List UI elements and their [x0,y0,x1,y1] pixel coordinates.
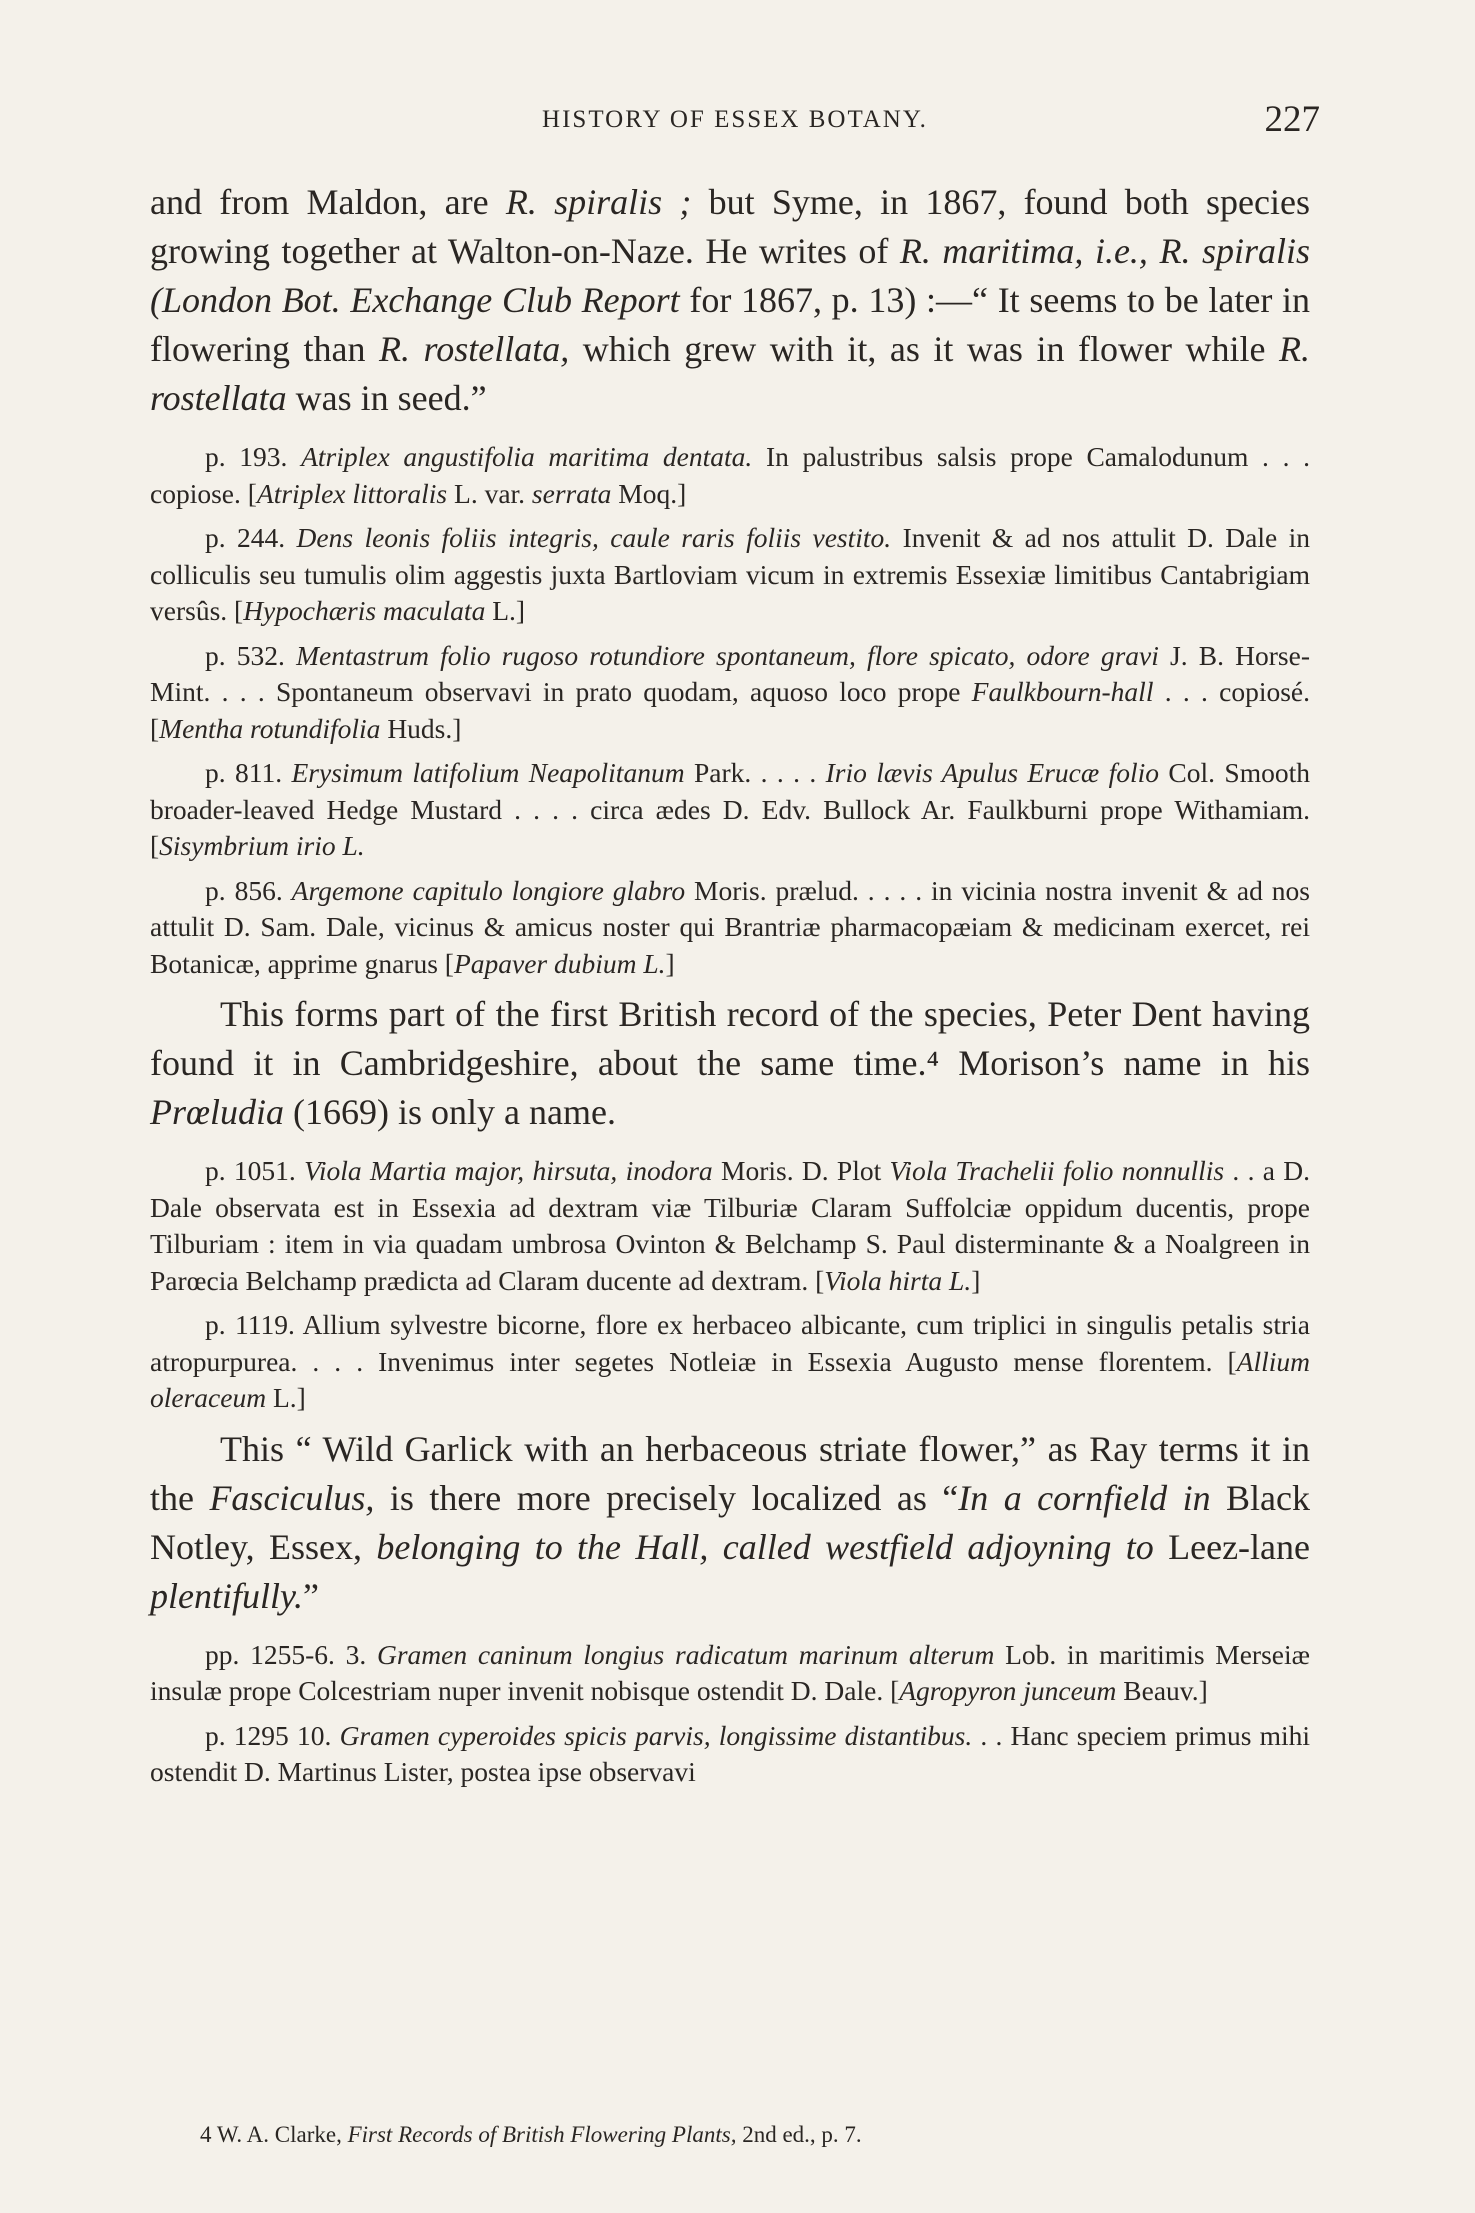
text-run: 2nd ed., p. 7. [736,2122,862,2147]
italic-run: Viola Trachelii folio nonnullis [889,1155,1225,1186]
italic-run: Sisymbrium irio L. [159,830,365,861]
text-run: Moris. D. Plot [712,1155,890,1186]
italic-run: Viola Martia major, hirsuta, inodora [304,1155,713,1186]
text-run: ” [302,1575,319,1616]
italic-run: R. rostellata [150,329,1310,418]
text-run: for 1867, p. 13) :—“ It seems to be later in flowering than [150,280,1310,369]
italic-run: Dens leonis foliis integris, caule raris foliis vestito. [296,522,892,553]
italic-run: Atriplex angustifolia maritima dentata. [301,441,753,472]
text-run: Leez-lane [1153,1526,1310,1567]
text-run: Park. . . . . [684,757,826,788]
text-run: L.] [485,595,526,626]
italic-run: Prœludia [150,1092,285,1132]
italic-run: Allium oleraceum [150,1345,1310,1413]
text-run: which grew with it, as it was in flower while [569,329,1279,369]
text-run: and from Maldon, are [150,182,506,222]
text-run: p. 244. [205,522,297,553]
italic-run: serrata [531,477,612,509]
citation-paragraph [150,1153,1310,1299]
citation-paragraph [150,638,1310,748]
text-run: J. B. Horse-Mint. . . . Spontaneum observavi in prato quodam, aquoso loco prope [150,639,1310,707]
italic-run: Erysimum latifolium Neapolitanum [291,757,685,788]
text-run: Beauv.] [1116,1675,1208,1706]
text-run: ] [665,947,675,979]
italic-run: R. spiralis ; [505,182,692,222]
text-run: This “ Wild Garlick with an herbaceous striate flower,” as Ray terms it in the [150,1428,1310,1518]
italic-run: Argemone capitulo longiore glabro [291,874,686,906]
text-run: p. 532. [205,639,297,671]
text-run: In palustribus salsis prope Camalodunum . . . copiose. [ [150,441,1310,509]
footnote [200,2122,1300,2148]
italic-run: Papaver dubium L. [453,947,666,979]
text-run: is there more precisely localized as “ [374,1477,959,1518]
italic-run: Atriplex littoralis [256,477,448,509]
text-run: p. 1119. Allium sylvestre bicorne, flore ex herbaceo albicante, cum triplici in singulis petalis stria atropurpurea. . . . Invenimus inter segetes Notleiæ in Essexia Augusto mense florentem. [ [150,1309,1310,1377]
italic-run: Viola hirta L. [824,1264,972,1296]
italic-run: Hypochæris maculata [243,595,486,626]
citation-paragraph [150,439,1310,512]
text-run: . . Hanc speciem primus mihi ostendit D. Martinus Lister, postea ipse observavi [150,1719,1311,1787]
text-run: p. 193. [205,441,302,472]
text-run: . . . copiosé. [ [150,676,1310,744]
text-run: L. var. [447,477,532,509]
text-run: p. 856. [205,874,292,906]
italic-run: In a cornfield in [958,1477,1211,1518]
text-run: Moris. prælud. . . . . in vicinia nostra invenit & ad nos attulit D. Sam. Dale, vicinus & amicus noster qui Brantriæ pharmacopæiam & medicinam exercet, rei Botanicæ, apprime gnarus [ [150,874,1311,979]
text-run: Huds.] [380,712,462,744]
citation-paragraph [150,1307,1310,1417]
text-run: L.] [266,1382,306,1413]
text-run: Col. Smooth broader-leaved Hedge Mustard . . . . circa ædes D. Edv. Bullock Ar. Faulkburni prope Withamiam. [ [150,757,1310,861]
text-run: Invenit & ad nos attulit D. Dale in colliculis seu tumulis olim aggestis juxta Bartloviam vicum in extremis Essexiæ limitibus Cantabrigiam versûs. [ [150,522,1311,626]
italic-run: Irio lævis Apulus Erucæ folio [825,757,1160,788]
text-run: (1669) is only a name. [284,1092,616,1132]
text-run: p. 811. [205,757,292,788]
italic-run: Gramen cyperoides spicis parvis, longissime distantibus. [339,1719,973,1751]
commentary-paragraph [150,1425,1310,1621]
running-title: HISTORY OF ESSEX BOTANY. [542,106,928,133]
italic-run: Mentastrum folio rugoso rotundiore spontaneum, flore spicato, odore gravi [296,639,1159,671]
italic-run: Gramen caninum longius radicatum marinum alterum [376,1638,995,1670]
italic-run: First Records of British Flowering Plants, [347,2122,737,2147]
citation-paragraph [150,1718,1310,1791]
italic-run: belonging to the Hall, called westfield adjoyning to [376,1526,1154,1567]
text-run: but Syme, in 1867, found both species growing together at Walton-on-Naze. He writes of [150,182,1310,271]
italic-run: R. maritima, i.e., R. spiralis (London Bot. Exchange Club Report [150,231,1311,320]
text-run: p. 1051. [205,1155,305,1186]
italic-run: plentifully. [150,1575,303,1616]
text-run: 4 W. A. Clarke, [200,2122,348,2147]
body-text [150,178,1310,1799]
italic-run: Agropyron junceum [899,1675,1117,1706]
commentary-paragraph [150,990,1310,1137]
italic-run: Mentha rotundifolia [159,712,381,744]
text-run: pp. 1255-6. 3. [205,1638,377,1670]
text-run: ] [971,1264,981,1296]
text-run: . . a D. Dale observata est in Essexia ad dextram viæ Tilburiæ Claram Suffolciæ oppidum ducentis, prope Tilburiam : item in via quadam umbrosa Ovinton & Belchamp S. Paul disterminante & a Noalgreen in Parœcia Belchamp prædicta ad Claram ducente ad dextram. [ [150,1155,1311,1296]
citation-paragraph [150,1637,1310,1710]
citation-paragraph [150,520,1310,630]
page-header [150,98,1320,148]
text-run: Moq.] [611,477,687,509]
citation-paragraph [150,873,1310,983]
italic-run: Fasciculus, [209,1477,375,1518]
page-number: 227 [1264,99,1320,140]
text-run: Black Notley, Essex, [150,1477,1310,1567]
italic-run: R. rostellata, [379,329,570,369]
citation-paragraph [150,755,1310,865]
commentary-paragraph [150,178,1310,423]
text-run: Lob. in maritimis Merseiæ insulæ prope Colcestriam nuper invenit nobisque ostendit D. Dale. [ [150,1638,1310,1706]
text-run: p. 1295 10. [205,1719,340,1751]
text-run: This forms part of the first British record of the species, Peter Dent having found it in Cambridgeshire, about the same time.⁴ Morison’s name in his [150,994,1310,1083]
text-run: was in seed.” [286,378,487,418]
italic-run: Faulkbourn-hall [971,676,1154,707]
